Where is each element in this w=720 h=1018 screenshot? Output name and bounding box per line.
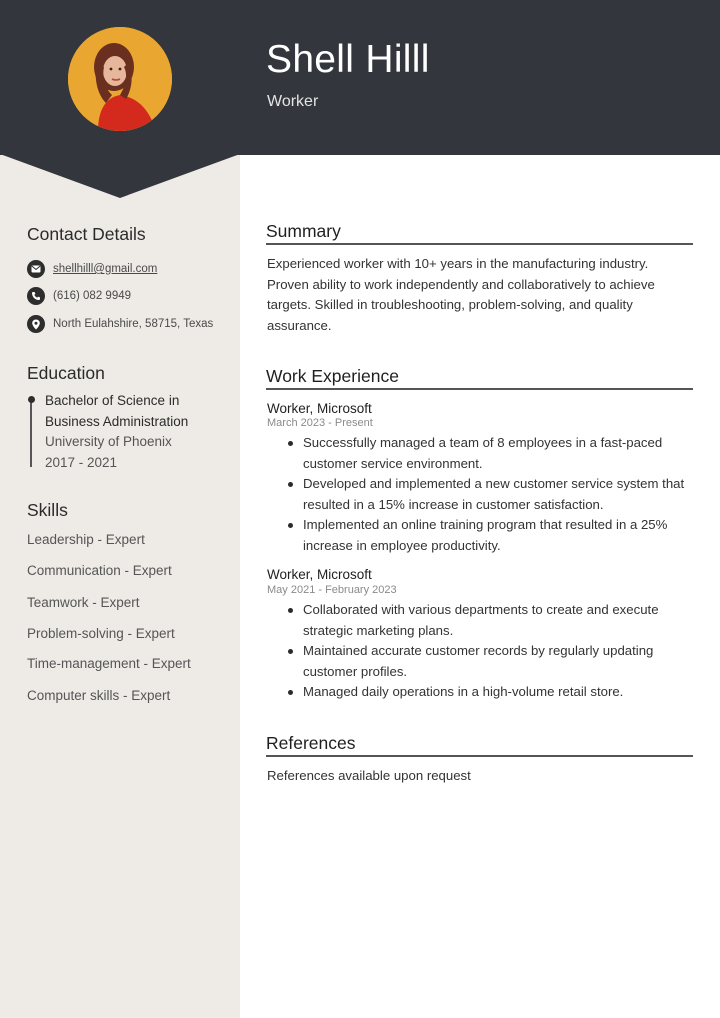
education-heading: Education: [27, 363, 105, 383]
bullet-item: Managed daily operations in a high-volume retail store.: [303, 682, 698, 703]
job-bullets: [303, 600, 698, 703]
job-dates: March 2023 - Present: [267, 417, 373, 429]
references-heading: References: [266, 733, 693, 757]
education-school: University of Phoenix: [45, 434, 172, 449]
timeline-dot: [28, 396, 35, 403]
skill-item: Communication - Expert: [27, 563, 172, 578]
contact-heading: Contact Details: [27, 224, 146, 244]
profile-photo: [68, 27, 172, 131]
header-chevron: [0, 154, 240, 198]
bullet-item: Implemented an online training program that resulted in a 25% increase in employee productivity.: [303, 515, 698, 556]
location-text: North Eulahshire, 58715, Texas: [53, 318, 214, 330]
contact-email[interactable]: [27, 260, 157, 278]
education-years: 2017 - 2021: [45, 455, 118, 470]
phone-text: (616) 082 9949: [53, 290, 132, 302]
bullet-item: Successfully managed a team of 8 employees in a fast-paced customer service environment.: [303, 433, 698, 474]
email-icon: [27, 260, 45, 278]
references-text: References available upon request: [267, 768, 471, 783]
skills-heading: Skills: [27, 500, 68, 520]
location-pin-icon: [27, 315, 45, 333]
timeline-line: [30, 401, 32, 467]
contact-phone: [27, 287, 131, 305]
job-title: Worker, Microsoft: [267, 401, 372, 416]
candidate-name: Shell Hilll: [266, 38, 430, 81]
summary-heading: Summary: [266, 221, 693, 245]
skill-item: Teamwork - Expert: [27, 595, 140, 610]
job-dates: May 2021 - February 2023: [267, 584, 397, 596]
email-text[interactable]: shellhilll@gmail.com: [53, 263, 158, 275]
phone-icon: [27, 287, 45, 305]
experience-heading: Work Experience: [266, 366, 693, 390]
candidate-title: Worker: [267, 93, 319, 110]
bullet-item: Collaborated with various departments to create and execute strategic marketing plans.: [303, 600, 698, 641]
summary-text: Experienced worker with 10+ years in the manufacturing industry. Proven ability to work independently and collaboratively to achieve targets. Skilled in troubleshooting, problem-solving, and quality assurance.: [267, 256, 655, 333]
bullet-item: Developed and implemented a new customer service system that resulted in a 15% increase in customer satisfaction.: [303, 474, 698, 515]
job-title: Worker, Microsoft: [267, 567, 372, 582]
sidebar: [0, 155, 240, 1018]
skill-item: Leadership - Expert: [27, 532, 145, 547]
skill-item: Problem-solving - Expert: [27, 626, 175, 641]
skill-item: Computer skills - Expert: [27, 688, 171, 703]
contact-location: [27, 315, 213, 333]
job-bullets: [303, 433, 698, 556]
education-degree: Bachelor of Science in Business Administration: [45, 393, 189, 429]
skill-item: Time-management - Expert: [27, 656, 191, 671]
bullet-item: Maintained accurate customer records by regularly updating customer profiles.: [303, 641, 698, 682]
